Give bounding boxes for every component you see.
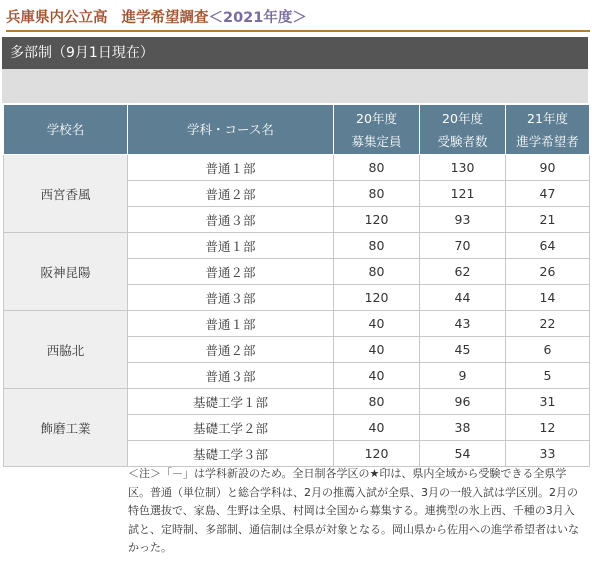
title-sub: 進学希望調査 (121, 10, 209, 26)
hopeful-cell: 12 (506, 415, 590, 441)
applicants-cell: 130 (420, 155, 506, 181)
section-spacer-bar (2, 69, 588, 103)
course-cell: 普通１部 (128, 311, 334, 337)
col-header-course: 学科・コース名 (128, 105, 334, 155)
capacity-cell: 40 (334, 337, 420, 363)
applicants-cell: 38 (420, 415, 506, 441)
col-header-school: 学校名 (4, 105, 128, 155)
capacity-cell: 80 (334, 259, 420, 285)
title-main: 兵庫県内公立高 (6, 10, 108, 26)
hopeful-cell: 26 (506, 259, 590, 285)
hopeful-cell: 14 (506, 285, 590, 311)
school-name-cell: 西宮香風 (4, 155, 128, 233)
hopeful-cell: 31 (506, 389, 590, 415)
school-name-cell: 西脇北 (4, 311, 128, 389)
capacity-cell: 80 (334, 155, 420, 181)
col-header-capacity: 20年度 募集定員 (334, 105, 420, 155)
applicants-cell: 62 (420, 259, 506, 285)
applicants-cell: 70 (420, 233, 506, 259)
page-title (6, 6, 590, 32)
course-cell: 普通１部 (128, 233, 334, 259)
table-row (4, 233, 590, 259)
title-year: ＜2021年度＞ (208, 10, 307, 26)
school-name-cell: 阪神昆陽 (4, 233, 128, 311)
course-cell: 普通３部 (128, 285, 334, 311)
table-header-row (4, 105, 590, 155)
capacity-cell: 120 (334, 207, 420, 233)
applicants-cell: 54 (420, 441, 506, 467)
capacity-cell: 40 (334, 311, 420, 337)
footnote: ＜注＞「－」は学科新設のため。全日制各学区の★印は、県内全域から受験できる全県学区。普通（単位制）と総合学科は、2月の推薦入試が全県、3月の一般入試は学区別。2月の特色選抜で、家島、生野は全県、村岡は全国から募集する。連携型の氷上西、千種の3月入試と、定時制、多部制、通信制は全県が対象となる。岡山県から佐用への進学希望者はいなかった。 (128, 467, 579, 554)
school-name-cell: 飾磨工業 (4, 389, 128, 467)
col-header-applicants: 20年度 受験者数 (420, 105, 506, 155)
course-cell: 普通２部 (128, 337, 334, 363)
capacity-cell: 120 (334, 441, 420, 467)
capacity-cell: 40 (334, 415, 420, 441)
hopeful-cell: 22 (506, 311, 590, 337)
applicants-cell: 96 (420, 389, 506, 415)
course-cell: 基礎工学３部 (128, 441, 334, 467)
course-cell: 普通２部 (128, 259, 334, 285)
capacity-cell: 80 (334, 389, 420, 415)
course-cell: 普通２部 (128, 181, 334, 207)
capacity-cell: 40 (334, 363, 420, 389)
hopeful-cell: 5 (506, 363, 590, 389)
table-body (4, 155, 590, 467)
hopeful-cell: 47 (506, 181, 590, 207)
applicants-cell: 43 (420, 311, 506, 337)
course-cell: 普通３部 (128, 207, 334, 233)
hopeful-cell: 21 (506, 207, 590, 233)
hopeful-cell: 6 (506, 337, 590, 363)
applicants-cell: 9 (420, 363, 506, 389)
course-cell: 普通１部 (128, 155, 334, 181)
hopeful-cell: 33 (506, 441, 590, 467)
applicants-cell: 44 (420, 285, 506, 311)
course-cell: 基礎工学２部 (128, 415, 334, 441)
results-table (3, 104, 590, 467)
course-cell: 普通３部 (128, 363, 334, 389)
table-row (4, 155, 590, 181)
col-header-hopeful: 21年度 進学希望者 (506, 105, 590, 155)
table-row (4, 389, 590, 415)
applicants-cell: 121 (420, 181, 506, 207)
applicants-cell: 45 (420, 337, 506, 363)
capacity-cell: 80 (334, 233, 420, 259)
capacity-cell: 80 (334, 181, 420, 207)
applicants-cell: 93 (420, 207, 506, 233)
section-heading: 多部制（9月1日現在） (2, 37, 588, 69)
hopeful-cell: 90 (506, 155, 590, 181)
hopeful-cell: 64 (506, 233, 590, 259)
capacity-cell: 120 (334, 285, 420, 311)
table-row (4, 311, 590, 337)
course-cell: 基礎工学１部 (128, 389, 334, 415)
